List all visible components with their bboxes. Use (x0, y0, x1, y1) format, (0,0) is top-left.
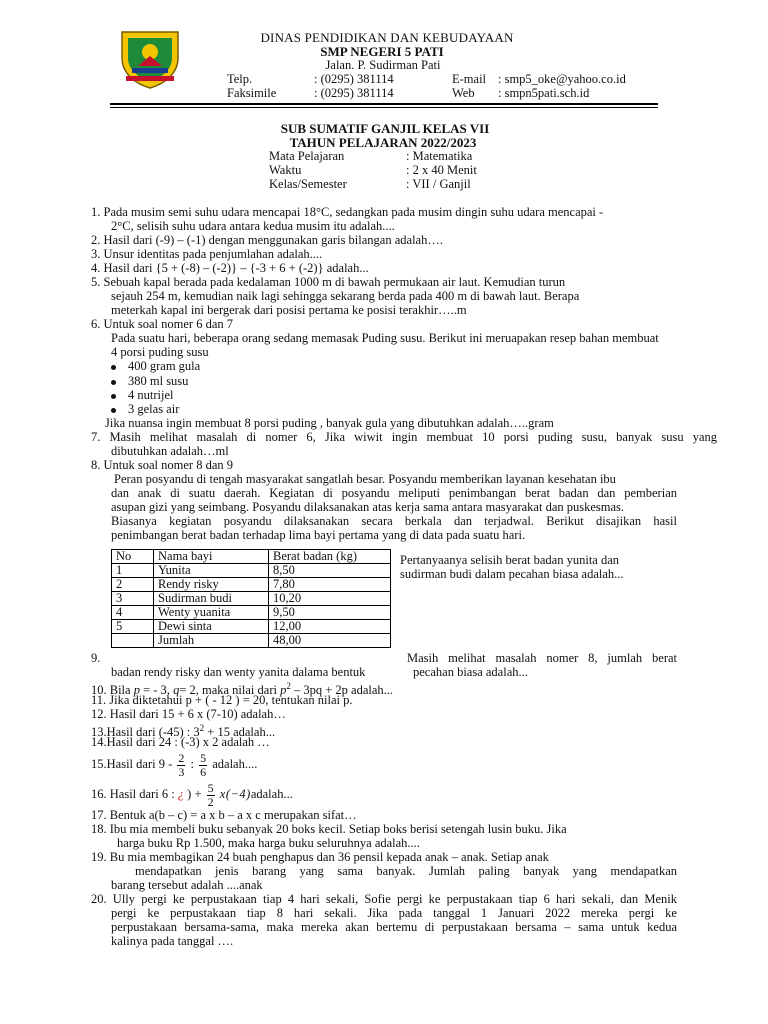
recipe-item: 3 gelas air (111, 402, 179, 416)
question-2: 2. Hasil dari (-9) – (-1) dengan menggunakan garis bilangan adalah…. (91, 233, 443, 247)
email-value: : smp5_oke@yahoo.co.id (498, 72, 626, 86)
table-cell: Dewi sinta (154, 620, 269, 634)
question-8-line-1: 8. Untuk soal nomer 8 dan 9 (91, 458, 233, 472)
question-6-line-4: Jika nuansa ingin membuat 8 porsi puding , banyak gula yang dibutuhkan adalah…..gram (105, 416, 554, 430)
field-label-subject: Mata Pelajaran (269, 149, 345, 163)
table-cell (112, 634, 154, 648)
bullet-icon (111, 365, 116, 370)
agency-name: DINAS PENDIDIKAN DAN KEBUDAYAAN (260, 30, 514, 45)
table-cell: 4 (112, 606, 154, 620)
question-20-line-1: 20. Ully pergi ke perpustakaan tiap 4 hari sekali, Sofie pergi ke perpustakaan tiap 6 hari sekali, dan Menik (91, 892, 677, 906)
recipe-item: 400 gram gula (111, 359, 200, 373)
table-row (112, 606, 391, 620)
question-16: 16. Hasil dari 6 : ¿ ) + $\frac{5}{2}$ x(−4)adalah... (91, 780, 293, 809)
table-cell: Jumlah (154, 634, 269, 648)
question-6-line-2: Pada suatu hari, beberapa orang sedang memasak Puding susu. Berikut ini meruapakan resep bahan membuat (111, 331, 659, 345)
question-7-line-1: 7. Masih melihat masalah di nomer 6, Jika wiwit ingin membuat 10 porsi puding susu, banyak susu yang (91, 430, 717, 444)
question-9-line-2a: badan rendy risky dan wenty yanita dalama bentuk (111, 665, 366, 679)
fax-value: : (0295) 381114 (314, 86, 394, 100)
question-5-line-1: 5. Sebuah kapal berada pada kedalaman 1000 m di bawah permukaan air laut. Kemudian turun (91, 275, 566, 289)
table-row (112, 634, 391, 648)
question-1-line-2: 2°C, selisih suhu udara antara kedua musim itu adalah.... (111, 219, 395, 233)
question-7-line-2: dibutuhkan adalah…ml (111, 444, 229, 458)
table-cell: 12,00 (269, 620, 391, 634)
question-18-line-1: 18. Ibu mia membeli buku sebanyak 20 boks kecil. Setiap boks berisi setengah lusin buku. Jika (91, 822, 567, 836)
question-20-line-3: perpustakaan bersama-sama, maka mereka akan bertemu di perpustakaan bersama – sama untuk kedua (111, 920, 677, 934)
question-19-line-1: 19. Bu mia membagikan 24 buah penghapus dan 36 pensil kepada anak – anak. Setiap anak (91, 850, 549, 864)
question-8-para-5: penimbangan berat badan terhadap lima bayi pertama yang di data pada suatu hari. (111, 528, 526, 542)
question-4: 4. Hasil dari {5 + (-8) – (-2)} – {-3 + 6 + (-2)} adalah... (91, 261, 369, 275)
question-8-side-2: sudirman budi dalam pecahan biasa adalah... (400, 567, 624, 581)
fraction: $\frac{5}{2}$ (207, 780, 214, 809)
web-value: : smpn5pati.sch.id (498, 86, 590, 100)
question-10: 10. Bila p = - 3, q= 2, maka nilai dari $p^2 - 3pq + 2p$ adalah... (91, 681, 394, 698)
question-9-number: 9. (91, 651, 101, 665)
question-9-line-2b: pecahan biasa adalah... (413, 665, 528, 679)
table-header-cell: Berat badan (kg) (269, 550, 391, 564)
table-header-cell: Nama bayi (154, 550, 269, 564)
web-label: Web (452, 86, 475, 100)
bullet-icon (111, 394, 116, 399)
question-1-line-1: 1. Pada musim semi suhu udara mencapai 18°C, sedangkan pada musim dingin suhu udara mencapai - (91, 205, 604, 219)
recipe-item: 4 nutrijel (111, 388, 173, 402)
field-value-time: : 2 x 40 Menit (406, 163, 477, 177)
question-19-line-2: mendapatkan jenis barang yang sama banyak. Jumlah paling banyak yang mendapatkan (135, 864, 677, 878)
bullet-icon (111, 408, 116, 413)
telp-label: Telp. (227, 72, 253, 86)
question-14: 14.Hasil dari 24 : (-3) x 2 adalah … (91, 735, 270, 749)
question-5-line-2: sejauh 254 m, kemudian naik lagi sehingga sekarang berda pada 400 m di bawah laut. Berapa (111, 289, 580, 303)
table-cell: Yunita (154, 564, 269, 578)
question-17: 17. Bentuk a(b – c) = a x b – a x c merupakan sifat… (91, 808, 357, 822)
fraction: $\frac{2}{3}$ (178, 750, 185, 779)
table-cell: Rendy risky (154, 578, 269, 592)
question-3: 3. Unsur identitas pada penjumlahan adalah.... (91, 247, 323, 261)
question-11: 11. Jika diktetahui p + ( - 12 ) = 20, tentukan nilai p. (91, 693, 353, 707)
fax-label: Faksimile (227, 86, 277, 100)
table-cell: 9,50 (269, 606, 391, 620)
recipe-item: 380 ml susu (111, 374, 188, 388)
field-label-time: Waktu (269, 163, 302, 177)
table-cell: 7,80 (269, 578, 391, 592)
question-8-para-2: dan anak di suatu daerah. Kegiatan di posyandu meliputi penimbangan berat badan dan pemberian (111, 486, 677, 500)
school-name: SMP NEGERI 5 PATI (320, 44, 444, 59)
table-cell: 3 (112, 592, 154, 606)
question-20-line-2: pergi ke perpustakaan tiap 8 hari sekali. Jika pada tanggal 1 Januari 2022 mereka pergi ke (111, 906, 677, 920)
header-divider-thin (110, 107, 658, 108)
school-address: Jalan. P. Sudirman Pati (325, 58, 441, 72)
table-cell: 5 (112, 620, 154, 634)
table-row (112, 578, 391, 592)
question-9-line-1: Masih melihat masalah nomer 8, jumlah berat (407, 651, 677, 665)
question-13: 13.Hasil dari (-45) : $3^2 + 15$ adalah... (91, 723, 276, 740)
exam-year: TAHUN PELAJARAN 2022/2023 (289, 135, 477, 150)
table-header-cell: No (112, 550, 154, 564)
table-cell: Sudirman budi (154, 592, 269, 606)
question-8-para-1: Peran posyandu di tengah masyarakat sangatlah besar. Posyandu memberikan layanan kesehatan ibu (114, 472, 616, 486)
question-8-para-3: asupan gizi yang seimbang. Posyandu dilaksanakan atas kerja sama antara masyarakat dan puskesmas. (111, 500, 625, 514)
question-12: 12. Hasil dari 15 + 6 x (7-10) adalah… (91, 707, 286, 721)
field-value-class: : VII / Ganjil (406, 177, 471, 191)
field-label-class: Kelas/Semester (269, 177, 347, 191)
exam-title: SUB SUMATIF GANJIL KELAS VII (280, 121, 490, 136)
email-label: E-mail (452, 72, 487, 86)
table-cell: Wenty yuanita (154, 606, 269, 620)
question-20-line-4: kalinya pada tanggal …. (111, 934, 234, 948)
telp-value: : (0295) 381114 (314, 72, 394, 86)
table-header-row (112, 550, 391, 564)
field-value-subject: : Matematika (406, 149, 473, 163)
header-divider (110, 103, 658, 105)
table-row (112, 564, 391, 578)
table-cell: 10,20 (269, 592, 391, 606)
table-cell: 2 (112, 578, 154, 592)
table-cell: 8,50 (269, 564, 391, 578)
question-6-line-1: 6. Untuk soal nomer 6 dan 7 (91, 317, 233, 331)
table-cell: 48,00 (269, 634, 391, 648)
bullet-icon (111, 380, 116, 385)
question-15: 15.Hasil dari 9 - $\frac{2}{3}$ : $\frac{5}{6}$ adalah.... (91, 750, 258, 779)
question-6-line-3: 4 porsi puding susu (111, 345, 209, 359)
question-8-para-4: Biasanya kegiatan posyandu dilaksanakan secara berkala dan terjadwal. Berikut disajikan hasil (111, 514, 677, 528)
question-19-line-3: barang tersebut adalah ....anak (111, 878, 263, 892)
question-18-line-2: harga buku Rp 1.500, maka harga buku seluruhnya adalah.... (117, 836, 420, 850)
question-5-line-3: meterkah kapal ini bergerak dari posisi pertama ke posisi terakhir…..m (111, 303, 467, 317)
table-cell: 1 (112, 564, 154, 578)
question-8-side-1: Pertanyaanya selisih berat badan yunita dan (400, 553, 620, 567)
fraction: $\frac{5}{6}$ (200, 750, 207, 779)
table-row (112, 620, 391, 634)
baby-weight-table (111, 549, 391, 648)
table-row (112, 592, 391, 606)
